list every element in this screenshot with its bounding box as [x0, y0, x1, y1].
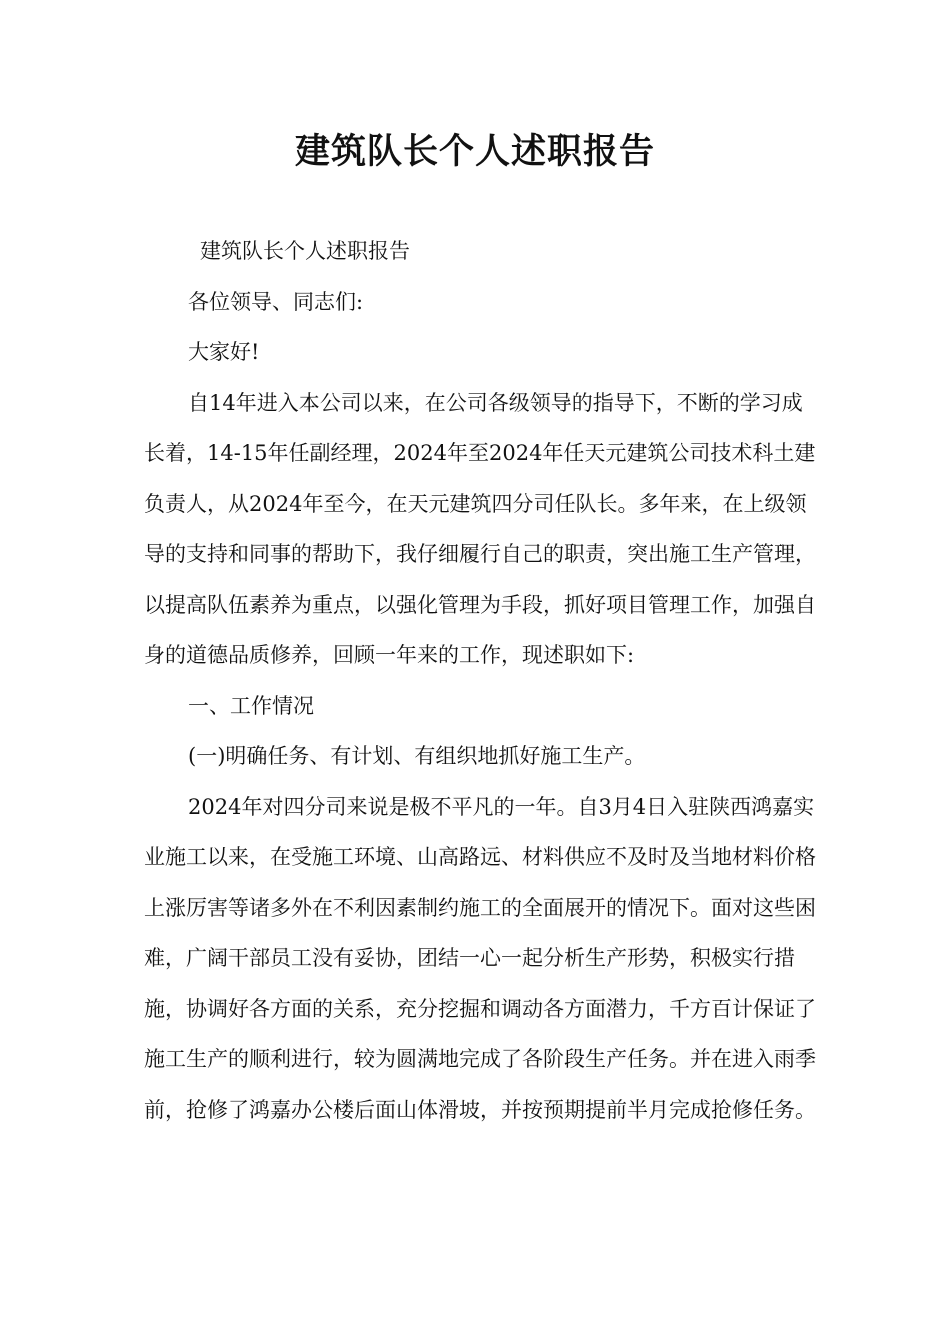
salutation-paragraph: 各位领导、同志们: — [188, 289, 364, 314]
section-heading: 一、工作情况 — [188, 693, 314, 718]
body-paragraph: 2024年对四分司来说是极不平凡的一年。自3月4日入驻陕西鸿嘉实业施工以来，在受施工环境、山高路远、材料供应不及时及当地材料价格上涨厉害等诸多外在不利因素制约施工的全面展开的情况下。面对这些困难，广阔干部员工没有妥协，团结一心一起分析生产形势，积极实行措施，协调好各方面的关系，充分挖掘和调动各方面潜力，千方百计保证了施工生产的顺利进行，较为圆满地完成了各阶段生产任务。并在进入雨季前，抢修了鸿嘉办公楼后面山体滑坡，并按预期提前半月完成抢修任务。 — [144, 794, 816, 1122]
greeting-paragraph: 大家好! — [188, 340, 260, 364]
document-body — [144, 226, 819, 1135]
subsection-heading: (一)明确任务、有计划、有组织地抓好施工生产。 — [188, 744, 646, 768]
intro-paragraph: 自14年进入本公司以来，在公司各级领导的指导下，不断的学习成长着，14-15年任副经理，2024年至2024年任天元建筑公司技术科土建负责人，从2024年至今，在天元建筑四分司任队长。多年来，在上级领导的支持和同事的帮助下，我仔细履行自己的职责，突出施工生产管理，以提高队伍素养为重点，以强化管理为手段，抓好项目管理工作，加强自身的道德品质修养，回顾一年来的工作，现述职如下: — [144, 390, 816, 667]
subtitle-paragraph: 建筑队长个人述职报告 — [200, 239, 410, 263]
document-title: 建筑队长个人述职报告 — [294, 132, 655, 172]
